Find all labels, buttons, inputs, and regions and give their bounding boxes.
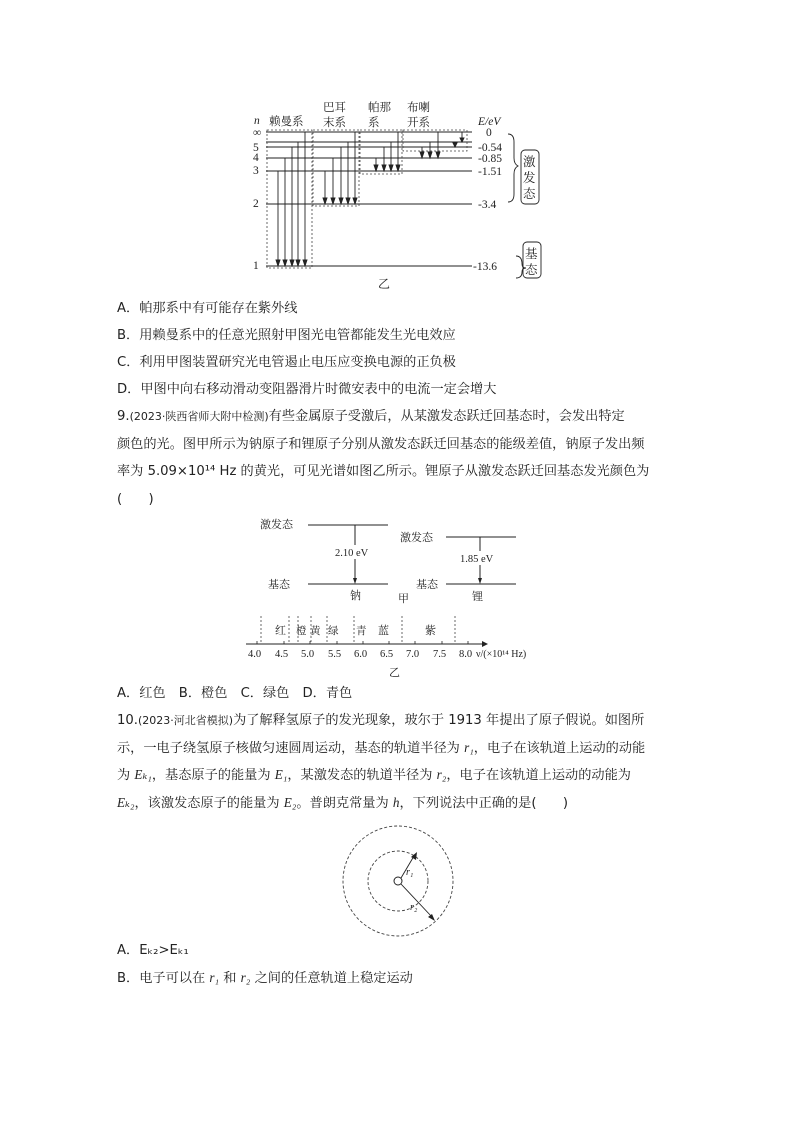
spectrum-color-blue: 蓝 xyxy=(378,624,389,637)
q10-option-b xyxy=(117,969,413,988)
visible-spectrum xyxy=(242,612,562,682)
na-arrowhead xyxy=(353,578,357,584)
paschen-label-1: 帕那 xyxy=(368,100,391,114)
paschen-box xyxy=(360,130,402,174)
brackett-box xyxy=(403,130,467,151)
tick-5-0: 5.0 xyxy=(301,649,315,660)
q10-option-a: A．Eₖ₂>Eₖ₁ xyxy=(117,943,189,958)
level-energy-2: -3.4 xyxy=(478,199,497,211)
q9-line-1 xyxy=(117,408,625,426)
level-energy-3: -1.51 xyxy=(478,166,502,178)
q10-text-1: 为了解释氢原子的发光现象，玻尔于 1913 年提出了原子假说。如图所 xyxy=(233,713,645,728)
q10-option-b-mid: 和 xyxy=(219,971,241,986)
tick-5-5: 5.5 xyxy=(328,649,342,660)
tick-4-5: 4.5 xyxy=(275,649,289,660)
orbit-r1-label: r₁ xyxy=(406,867,414,878)
energy-unit: E/eV xyxy=(478,116,501,128)
tick-7-0: 7.0 xyxy=(406,649,420,660)
level-energy-inf: 0 xyxy=(486,127,492,139)
q10-e2-symbol: E₂ xyxy=(283,795,297,810)
balmer-label-2: 末系 xyxy=(323,115,346,129)
q10-text-4b: 。普朗克常量为 xyxy=(296,796,393,811)
q10-text-3c: ，某激发态的轨道半径为 xyxy=(287,768,437,783)
q10-text-3a: 为 xyxy=(117,768,135,783)
atom-level-diagram xyxy=(258,513,538,606)
atom-caption: 甲 xyxy=(398,592,409,605)
ground-label-1: 基 xyxy=(525,246,538,261)
q10-ek2-symbol: Eₖ₂ xyxy=(117,795,135,810)
q9-number: 9. xyxy=(117,409,130,424)
q9-source: (2023·陕西省师大附中检测) xyxy=(129,410,269,423)
spectrum-color-cyan: 青 xyxy=(356,625,367,637)
ground-label-2: 态 xyxy=(525,262,538,277)
spectrum-color-orange: 橙 xyxy=(296,625,307,637)
q10-source: (2023·河北省模拟) xyxy=(137,714,234,727)
r2-arrowhead xyxy=(428,914,435,921)
level-label-1: 1 xyxy=(253,260,259,272)
excited-label-1: 激 xyxy=(523,154,536,169)
q10-text-3b: ，基态原子的能量为 xyxy=(151,768,275,783)
lyman-label: 赖曼系 xyxy=(269,114,304,128)
q9-line-2: 颜色的光。图甲所示为钠原子和锂原子分别从激发态跃迁回基态的能级差值，钠原子发出频 xyxy=(117,437,645,452)
q10-line-4 xyxy=(117,794,568,813)
na-label: 钠 xyxy=(350,589,361,602)
q10-text-3d: ，电子在该轨道上运动的动能为 xyxy=(446,768,631,783)
q9-text-1: 有些金属原子受激后，从某激发态跃迁回基态时，会发出特定 xyxy=(268,409,625,424)
spectrum-color-red: 红 xyxy=(275,624,286,637)
level-label-inf: ∞ xyxy=(253,127,262,139)
excited-bracket xyxy=(508,134,518,202)
q10-option-b-r1: r₁ xyxy=(209,970,220,985)
balmer-box xyxy=(313,130,359,206)
n-axis-label: n xyxy=(254,115,260,127)
q10-text-2a: 示，一电子绕氢原子核做匀速圆周运动，基态的轨道半径为 xyxy=(117,741,465,756)
spectrum-axis-arrow xyxy=(482,641,488,647)
transition-arrows xyxy=(276,132,464,266)
li-ground-label: 基态 xyxy=(416,578,438,591)
q10-option-b-r2: r₂ xyxy=(240,970,251,985)
q10-number: 10. xyxy=(117,713,138,728)
q10-h-symbol: h xyxy=(392,795,400,810)
q10-line-3 xyxy=(117,766,631,785)
level-label-5: 5 xyxy=(253,142,259,154)
brackett-label-1: 布喇 xyxy=(407,100,430,114)
q10-line-1 xyxy=(117,712,644,730)
orbit-r2-label: r₂ xyxy=(410,902,418,913)
tick-4-0: 4.0 xyxy=(248,649,262,660)
balmer-label-1: 巴耳 xyxy=(323,100,346,114)
li-gap-value: 1.85 eV xyxy=(460,554,494,565)
q10-e1-symbol: E₁ xyxy=(274,767,288,782)
level-label-4: 4 xyxy=(253,152,259,164)
nucleus xyxy=(394,877,402,885)
q10-text-4c: ，下列说法中正确的是( ) xyxy=(399,796,569,811)
level-label-3: 3 xyxy=(253,165,259,177)
q9-options: A．红色 B．橙色 C．绿色 D．青色 xyxy=(117,686,353,701)
q8-option-c: C．利用甲图装置研究光电管遏止电压应变换电源的正负极 xyxy=(117,355,456,370)
na-gap-value: 2.10 eV xyxy=(335,548,369,559)
level-energy-4: -0.85 xyxy=(478,153,502,165)
q10-text-2b: ，电子在该轨道上运动的动能 xyxy=(473,741,646,756)
q9-line-3: 率为 5.09×10¹⁴ Hz 的黄光，可见光谱如图乙所示。锂原子从激发态跃迁回基态发光颜色为 xyxy=(117,464,650,479)
q10-option-b-text-b: 之间的任意轨道上稳定运动 xyxy=(250,971,413,986)
li-arrowhead xyxy=(478,578,482,584)
level-energy-5: -0.54 xyxy=(478,142,502,154)
orbit-diagram xyxy=(340,823,456,939)
li-excited-label: 激发态 xyxy=(400,531,433,544)
level-energy-1: -13.6 xyxy=(473,261,497,273)
q10-ek1-symbol: Eₖ₁ xyxy=(134,767,152,782)
spectrum-caption: 乙 xyxy=(389,666,400,679)
energy-level-diagram xyxy=(240,96,560,292)
q10-option-b-text-a: B．电子可以在 xyxy=(117,971,210,986)
tick-8-0: 8.0 xyxy=(459,649,473,660)
paschen-label-2: 系 xyxy=(368,115,380,129)
spectrum-color-yellow: 黄 xyxy=(310,625,321,637)
level-label-2: 2 xyxy=(253,198,259,210)
spectrum-color-green: 绿 xyxy=(328,625,339,637)
tick-6-5: 6.5 xyxy=(380,649,394,660)
spectrum-axis-label: ν/(×10¹⁴ Hz) xyxy=(476,649,527,660)
excited-label-2: 发 xyxy=(523,170,536,185)
q8-option-b: B．用赖曼系中的任意光照射甲图光电管都能发生光电效应 xyxy=(117,328,456,343)
q8-option-d: D．甲图中向右移动滑动变阻器滑片时微安表中的电流一定会增大 xyxy=(117,382,497,397)
spectrum-color-violet: 紫 xyxy=(425,624,436,637)
na-ground-label: 基态 xyxy=(268,578,290,591)
q10-text-4a: ，该激发态原子的能量为 xyxy=(134,796,284,811)
q10-r1-symbol: r₁ xyxy=(464,740,474,755)
energy-caption: 乙 xyxy=(378,277,391,291)
brackett-label-2: 开系 xyxy=(407,115,430,129)
q10-line-2 xyxy=(117,739,645,758)
q8-option-a: A．帕那系中有可能存在紫外线 xyxy=(117,301,298,316)
q9-answer-blank: ( ) xyxy=(117,492,154,507)
tick-6-0: 6.0 xyxy=(354,649,368,660)
q10-r2-symbol: r₂ xyxy=(436,767,447,782)
excited-label-3: 态 xyxy=(523,186,536,201)
na-excited-label: 激发态 xyxy=(260,518,293,531)
li-label: 锂 xyxy=(472,590,483,603)
tick-7-5: 7.5 xyxy=(433,649,447,660)
